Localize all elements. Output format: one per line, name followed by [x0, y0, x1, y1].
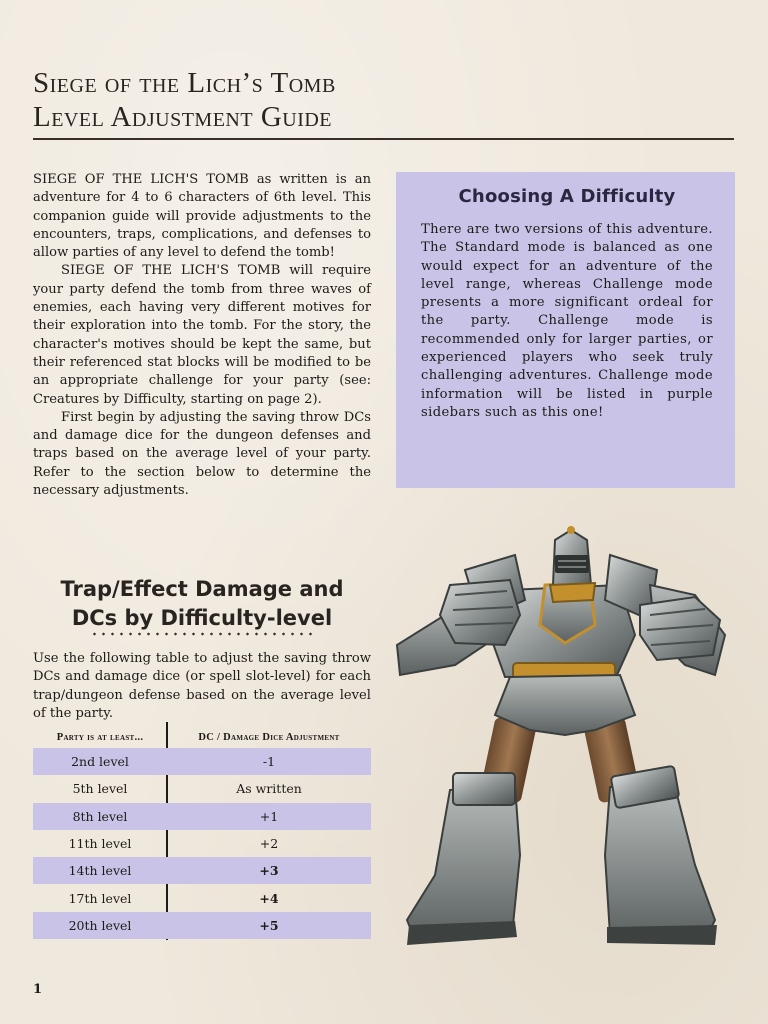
- section-heading-line-1: Trap/Effect Damage and: [60, 577, 344, 601]
- adjustment-table: [33, 726, 371, 939]
- title-line-2: Level Adjustment Guide: [33, 101, 333, 133]
- table-row: [33, 884, 371, 911]
- table-row: [33, 912, 371, 939]
- title-divider: [33, 138, 734, 140]
- table-cell-level: 8th level: [72, 808, 128, 824]
- table-row: [33, 857, 371, 884]
- table-header-adjustment: DC / Damage Dice Adjustment: [198, 731, 340, 743]
- table-cell-level: 17th level: [68, 890, 132, 906]
- intro-paragraph-1: SIEGE OF THE LICH'S TOMB as written is an adventure for 4 to 6 characters of 6th level. This companion guide will provide adjustments to the encounters, traps, complications, and defenses to allow parties of any level to defend the tomb!: [33, 172, 371, 261]
- table-cell-level: 11th level: [68, 836, 132, 852]
- table-cell-adjustment: +5: [259, 917, 279, 933]
- dotted-divider: [90, 632, 312, 636]
- table-intro-text: Use the following table to adjust the saving throw DCs and damage dice (or spell slot-level) for each trap/dungeon defense based on the average level of the party.: [33, 651, 371, 721]
- table-cell-adjustment: -1: [262, 754, 276, 770]
- table-row: [33, 830, 371, 857]
- table-cell-level: 14th level: [68, 863, 132, 879]
- intro-paragraph-2: SIEGE OF THE LICH'S TOMB will require your party defend the tomb from three waves of enemies, each having very different motives for their exploration into the tomb. For the story, the character's motives should be kept the same, but their referenced stat blocks will be modified to be an appropriate challenge for your party (see: Creatures by Difficulty, starting on page 2).: [33, 263, 371, 407]
- difficulty-sidebar: [396, 172, 735, 488]
- section-heading: [33, 575, 371, 633]
- page-title: [33, 66, 733, 134]
- table-row: [33, 803, 371, 830]
- table-cell-adjustment: +2: [259, 836, 279, 852]
- table-row: [33, 748, 371, 775]
- page-number: 1: [33, 982, 43, 997]
- title-line-1: Siege of the Lich’s Tomb: [33, 67, 336, 99]
- table-cell-adjustment: +3: [259, 863, 279, 879]
- table-cell-level: 2nd level: [71, 754, 129, 770]
- table-header-party-level: Party is at least...: [56, 731, 144, 743]
- section-heading-line-2: DCs by Difficulty-level: [71, 606, 333, 630]
- intro-paragraph-3: First begin by adjusting the saving throw DCs and damage dice for the dungeon defenses and traps based on the average level of your party. Refer to the section below to determine the necessary adjustments.: [33, 409, 371, 499]
- table-cell-level: 20th level: [68, 917, 132, 933]
- table-cell-adjustment: +1: [259, 808, 279, 824]
- armored-knight-illustration: [395, 525, 740, 955]
- table-header-row: [33, 726, 371, 748]
- table-row: [33, 775, 371, 802]
- intro-text-column: [33, 171, 371, 500]
- table-cell-adjustment: As written: [236, 781, 302, 797]
- table-cell-adjustment: +4: [259, 890, 279, 906]
- sidebar-heading: Choosing A Difficulty: [458, 186, 676, 207]
- sidebar-text: There are two versions of this adventure. The Standard mode is balanced as one would expect for an adventure of the level range, whereas Challenge mode presents a more significant ordeal for the party. Challenge mode is recommended only for larger parties, or experienced players who seek truly challenging adventures. Challenge mode information will be listed in purple sidebars such as this one!: [421, 222, 713, 420]
- table-cell-level: 5th level: [72, 781, 128, 797]
